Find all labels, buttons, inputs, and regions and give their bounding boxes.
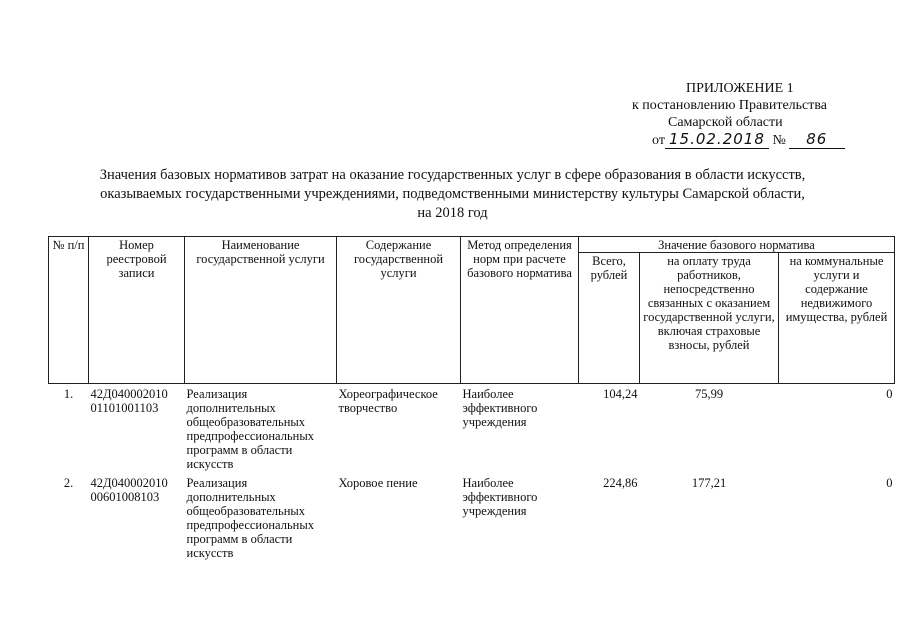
table-row [49, 384, 895, 474]
appendix-number-label: № [772, 133, 786, 148]
appendix-region: Самарской области [668, 115, 783, 130]
appendix-title: ПРИЛОЖЕНИЕ 1 [686, 81, 794, 96]
row-service-content: Хоровое пение [338, 476, 418, 490]
header-base-norm-group: Значение базового норматива [579, 237, 895, 253]
header-service-content: Содержание государственной услуги [337, 237, 461, 384]
row-utilities: 0 [886, 387, 893, 401]
title-line-3: на 2018 год [417, 205, 488, 221]
row-total: 224,86 [603, 476, 638, 490]
row-method: Наиболее эффективного учреждения [462, 476, 538, 518]
title-line-1: Значения базовых нормативов затрат на оказание государственных услуг в сфере образования в области искусств, [99, 167, 806, 183]
appendix-from-label: от [652, 133, 665, 148]
row-service-name: Реализация дополнительных общеобразовательных предпрофессиональных программ в области искусств [186, 476, 314, 560]
row-total: 104,24 [603, 387, 638, 401]
row-method: Наиболее эффективного учреждения [462, 387, 538, 429]
header-labor: на оплату труда работников, непосредственно связанных с оказанием государственной услуги, включая страховые взносы, рублей [640, 253, 779, 384]
appendix-date-line [652, 131, 845, 149]
table-row [49, 473, 895, 562]
appendix-number: 86 [789, 131, 845, 149]
row-labor: 177,21 [691, 476, 727, 490]
row-utilities: 0 [886, 476, 893, 490]
document-title [40, 166, 865, 223]
row-num: 2. [63, 476, 74, 490]
row-registry-number: 42Д040002010 01101001103 [90, 387, 168, 415]
header-registry-number: Номер реестровой записи [89, 237, 185, 384]
row-registry-number: 42Д040002010 00601008103 [90, 476, 168, 504]
title-line-2: оказываемых государственными учреждениями, подведомственными министерству культуры Самарской области, [100, 186, 805, 202]
appendix-date: 15.02.2018 [665, 131, 769, 149]
header-service-name: Наименование государственной услуги [185, 237, 337, 384]
appendix-resolution: к постановлению Правительства [632, 98, 828, 113]
row-service-content: Хореографическое творчество [338, 387, 438, 415]
header-method: Метод определения норм при расчете базового норматива [461, 237, 579, 384]
row-service-name: Реализация дополнительных общеобразовательных предпрофессиональных программ в области искусств [186, 387, 314, 471]
norms-table [48, 236, 895, 562]
row-labor: 75,99 [694, 387, 724, 401]
row-num: 1. [63, 387, 74, 401]
header-utilities: на коммунальные услуги и содержание недвижимого имущества, рублей [779, 253, 895, 384]
header-total: Всего, рублей [579, 253, 640, 384]
header-num: № п/п [49, 237, 89, 384]
